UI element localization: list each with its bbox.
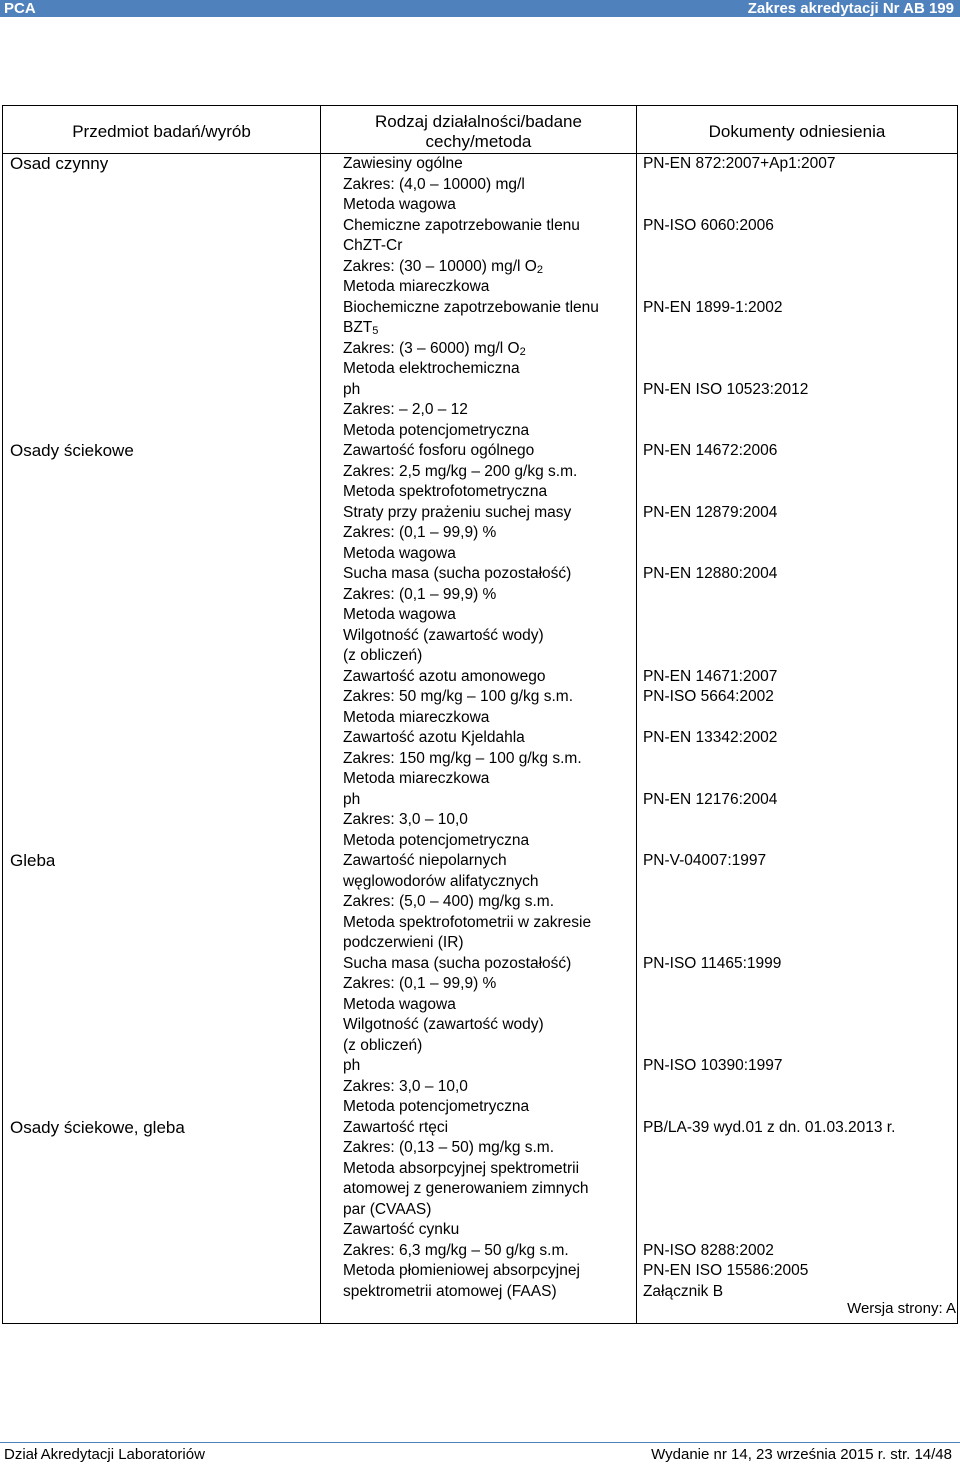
activity-line: Metoda elektrochemiczna [342, 360, 520, 377]
documents-column [636, 154, 957, 1324]
activity-line: $BZT_5$ [342, 319, 379, 337]
activity-line: Zawiesiny ogólne [342, 155, 463, 172]
document-spacer [637, 1159, 957, 1180]
document-spacer [637, 1138, 957, 1159]
activity-line: Zakres: 150 mg/kg – 100 g/kg s.m. [342, 749, 582, 767]
activity-line: Zakres: 3,0 – 10,0 [342, 811, 468, 828]
activity-line: ChZT-Cr [342, 237, 403, 254]
footer-right: Wydanie nr 14, 23 września 2015 r. str. 14/48 [651, 1446, 952, 1463]
activity-line: Sucha masa (sucha pozostałość) [342, 954, 572, 972]
activity-line: podczerwieni (IR) [342, 934, 464, 951]
activity-line: Zakres: 3,0 – 10,0 [342, 1077, 468, 1095]
document-spacer [637, 1077, 957, 1098]
accreditation-table [2, 105, 958, 1324]
activity-line: Zakres: 2,5 mg/kg – 200 g/kg s.m. [342, 462, 578, 480]
footer-divider [0, 1442, 960, 1443]
document-spacer [637, 236, 957, 257]
activity-line: Zawartość azotu Kjeldahla [342, 729, 525, 746]
subject-item: Gleba [10, 851, 56, 870]
activity-line: Straty przy prażeniu suchej masy [342, 503, 572, 521]
document-reference: PN-V-04007:1997 [642, 852, 767, 869]
activity-line: Metoda spektrofotometryczna [342, 483, 548, 500]
subject-list [10, 154, 314, 1302]
document-reference: PN-EN ISO 15586:2005 [642, 1262, 809, 1279]
subject-item: Osad czynny [10, 154, 109, 173]
activity-line: Metoda spektrofotometrii w zakresie [342, 913, 592, 931]
activity-line: Zakres: (0,1 – 99,9) % [342, 524, 497, 541]
document-reference: PN-EN 12880:2004 [642, 565, 778, 582]
document-spacer [637, 339, 957, 360]
activity-line: Zakres: 50 mg/kg – 100 g/kg s.m. [342, 688, 574, 705]
document-spacer [637, 810, 957, 831]
activity-column [320, 154, 636, 1324]
document-reference: PN-ISO 11465:1999 [642, 954, 782, 972]
activity-line: Sucha masa (sucha pozostałość) [342, 565, 572, 582]
document-spacer [637, 892, 957, 913]
document-spacer [637, 462, 957, 483]
activity-line: Metoda absorpcyjnej spektrometrii [342, 1159, 580, 1177]
activity-line: atomowej z generowaniem zimnych [342, 1180, 589, 1197]
activity-line: Metoda płomieniowej absorpcyjnej [342, 1262, 580, 1279]
activity-line: Zawartość niepolarnych [342, 852, 507, 869]
document-spacer [637, 831, 957, 852]
activity-line: Zakres: (30 – 10000) mg/l $O_2$ [342, 257, 543, 276]
activity-line: ph [342, 1057, 361, 1074]
document-spacer [637, 1200, 957, 1221]
document-reference: PN-ISO 5664:2002 [642, 688, 774, 705]
activity-line: Zawartość rtęci [342, 1118, 449, 1136]
activity-line: Metoda miareczkowa [342, 708, 490, 726]
activity-line: Zawartość azotu amonowego [342, 667, 546, 685]
document-reference: PN-EN 872:2007+Ap1:2007 [642, 155, 836, 172]
col-header-activity-line1: Rodzaj działalności/badane [374, 112, 582, 131]
document-spacer [637, 626, 957, 647]
document-spacer [637, 544, 957, 565]
header-right-title: Zakres akredytacji Nr AB 199 [747, 0, 954, 17]
activity-line: par (CVAAS) [342, 1200, 432, 1218]
activity-line: Metoda wagowa [342, 544, 456, 562]
activity-line: Zakres: (5,0 – 400) mg/kg s.m. [342, 893, 555, 910]
activity-line: Zakres: (4,0 – 10000) mg/l [342, 175, 525, 193]
documents-list [637, 154, 957, 1323]
activity-line: Zakres: – 2,0 – 12 [342, 401, 468, 418]
document-spacer [637, 585, 957, 606]
activity-line: Wilgotność (zawartość wody) [342, 1016, 544, 1033]
footer-left: Dział Akredytacji Laboratoriów [4, 1446, 205, 1463]
document-spacer [637, 913, 957, 934]
activity-line: ph [342, 790, 361, 808]
header-left-title: PCA [4, 0, 36, 17]
document-spacer [637, 974, 957, 995]
document-spacer [637, 318, 957, 339]
document-spacer [637, 605, 957, 626]
activity-line: Zakres: (0,1 – 99,9) % [342, 975, 497, 992]
activity-line: Zawartość fosforu ogólnego [342, 442, 535, 459]
document-reference: Załącznik B [642, 1282, 724, 1300]
document-spacer [637, 277, 957, 298]
document-reference: PN-EN 12176:2004 [642, 790, 778, 808]
document-reference: PN-EN 1899-1:2002 [642, 298, 783, 316]
activity-line: Metoda wagowa [342, 995, 456, 1013]
document-reference: PN-ISO 10390:1997 [642, 1057, 783, 1074]
activity-line: spektrometrii atomowej (FAAS) [342, 1282, 557, 1300]
activity-line: Metoda potencjometryczna [342, 1098, 530, 1115]
activity-line: Zakres: (0,1 – 99,9) % [342, 585, 497, 603]
document-spacer [637, 769, 957, 790]
document-spacer [637, 400, 957, 421]
table-header-row [3, 106, 958, 154]
activity-line: Chemiczne zapotrzebowanie tlenu [342, 216, 580, 234]
col-header-activity [320, 106, 636, 154]
document-spacer [637, 1220, 957, 1241]
page-version: Wersja strony: A [847, 1300, 956, 1317]
document-reference: PN-EN 14672:2006 [642, 442, 778, 459]
document-spacer [637, 749, 957, 770]
document-reference: PN-EN ISO 10523:2012 [642, 380, 809, 398]
activity-line: Metoda miareczkowa [342, 770, 490, 787]
activity-line: Zakres: 6,3 mg/kg – 50 g/kg s.m. [342, 1241, 569, 1259]
activity-line: (z obliczeń) [342, 647, 423, 664]
activity-line: Zakres: (0,13 – 50) mg/kg s.m. [342, 1139, 555, 1156]
document-spacer [637, 646, 957, 667]
activity-line: Biochemiczne zapotrzebowanie tlenu [342, 298, 599, 316]
activity-line: (z obliczeń) [342, 1036, 423, 1054]
activity-line: ph [342, 380, 361, 398]
document-spacer [637, 175, 957, 196]
col-header-activity-line2: cechy/metoda [425, 132, 532, 151]
document-spacer [637, 421, 957, 442]
document-spacer [637, 359, 957, 380]
col-header-documents: Dokumenty odniesienia [636, 106, 957, 154]
document-reference: PN-ISO 6060:2006 [642, 216, 774, 234]
col-header-subject: Przedmiot badań/wyrób [3, 106, 321, 154]
activity-line: Metoda wagowa [342, 196, 456, 213]
document-reference: PB/LA-39 wyd.01 z dn. 01.03.2013 r. [642, 1118, 896, 1136]
document-spacer [637, 708, 957, 729]
document-spacer [637, 995, 957, 1016]
document-spacer [637, 482, 957, 503]
document-spacer [637, 1015, 957, 1036]
activity-line: Zawartość cynku [342, 1221, 460, 1238]
document-spacer [637, 523, 957, 544]
document-reference: PN-EN 12879:2004 [642, 503, 778, 521]
activity-line: Wilgotność (zawartość wody) [342, 626, 544, 644]
subject-item: Osady ściekowe, gleba [10, 1117, 185, 1137]
document-spacer [637, 1036, 957, 1057]
activity-line: węglowodorów alifatycznych [342, 872, 539, 890]
document-spacer [637, 1097, 957, 1118]
document-spacer [637, 1179, 957, 1200]
activity-line: Metoda potencjometryczna [342, 831, 530, 849]
activity-line: Metoda potencjometryczna [342, 421, 530, 439]
activity-line: Metoda wagowa [342, 606, 456, 623]
document-spacer [637, 195, 957, 216]
page-header-bar [0, 0, 960, 17]
activity-line: Zakres: (3 – 6000) mg/l $O_2$ [342, 339, 526, 358]
table-body-row [3, 154, 958, 1324]
document-spacer [637, 933, 957, 954]
subject-column [3, 154, 321, 1324]
document-reference: PN-EN 14671:2007 [642, 667, 778, 685]
document-reference: PN-ISO 8288:2002 [642, 1241, 774, 1259]
subject-item: Osady ściekowe [10, 441, 134, 460]
document-spacer [637, 257, 957, 278]
activity-list [321, 154, 636, 1302]
document-reference: PN-EN 13342:2002 [642, 729, 778, 746]
document-spacer [637, 872, 957, 893]
activity-line: Metoda miareczkowa [342, 278, 490, 295]
